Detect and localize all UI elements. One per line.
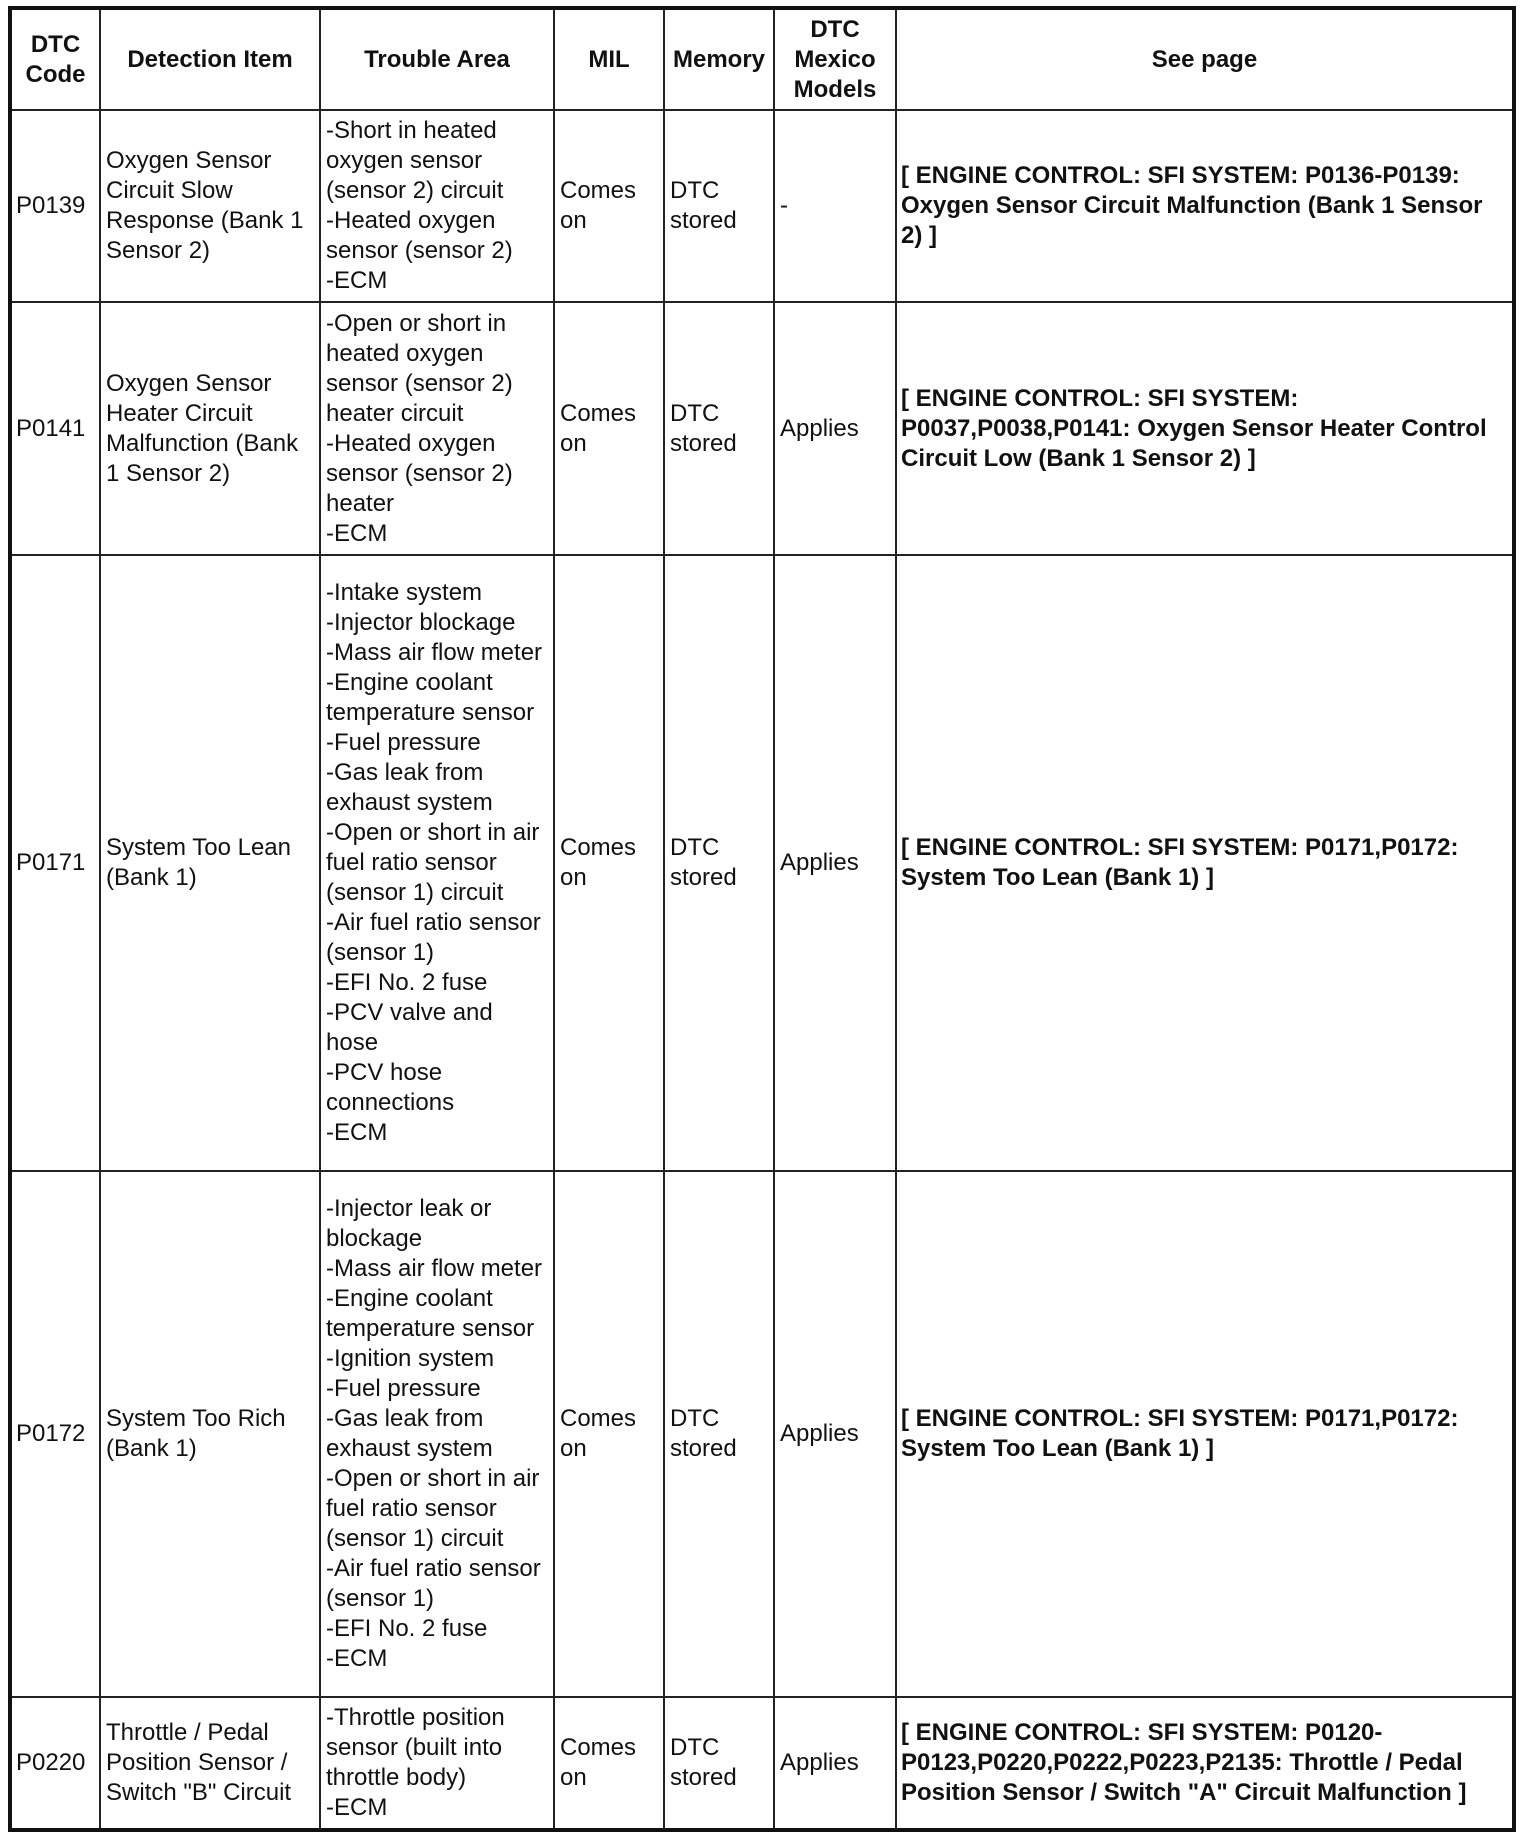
trouble-item: -Engine coolant temperature sensor [326, 669, 535, 726]
mil-status: Comes on [554, 1697, 664, 1830]
detection-item: Throttle / Pedal Position Sensor / Switch "B" Circuit [100, 1697, 320, 1830]
memory-status: DTC stored [664, 555, 774, 1171]
trouble-item: -EFI No. 2 fuse [326, 969, 488, 996]
trouble-item: -Air fuel ratio sensor (sensor 1) [326, 1555, 541, 1612]
trouble-item: -ECM [326, 1645, 388, 1672]
dtc-code: P0139 [10, 110, 100, 302]
memory-status: DTC stored [664, 302, 774, 555]
mexico-models: - [774, 110, 896, 302]
detection-item: Oxygen Sensor Heater Circuit Malfunction (Bank 1 Sensor 2) [100, 302, 320, 555]
mil-status: Comes on [554, 555, 664, 1171]
trouble-item: -Mass air flow meter [326, 639, 543, 666]
trouble-item: -Injector blockage [326, 609, 516, 636]
mexico-models: Applies [774, 1171, 896, 1697]
table-row [10, 1697, 1514, 1830]
trouble-item: -Fuel pressure [326, 729, 481, 756]
trouble-item: -ECM [326, 519, 388, 547]
trouble-area [320, 1171, 554, 1697]
memory-status: DTC stored [664, 1171, 774, 1697]
dtc-code: P0141 [10, 302, 100, 555]
header-detection-item: Detection Item [100, 8, 320, 110]
header-mexico-models: DTC Mexico Models [774, 8, 896, 110]
mexico-models: Applies [774, 555, 896, 1171]
header-trouble-area: Trouble Area [320, 8, 554, 110]
mil-status: Comes on [554, 1171, 664, 1697]
trouble-item: -Fuel pressure [326, 1375, 481, 1402]
trouble-area [320, 302, 554, 555]
see-page-link[interactable]: [ ENGINE CONTROL: SFI SYSTEM: P0171,P0172: System Too Lean (Bank 1) ] [896, 1171, 1514, 1697]
trouble-area [320, 555, 554, 1171]
trouble-item: -PCV hose connections [326, 1059, 455, 1116]
table-row [10, 1171, 1514, 1697]
see-page-link[interactable]: [ ENGINE CONTROL: SFI SYSTEM: P0120-P0123,P0220,P0222,P0223,P2135: Throttle / Pedal Position Sensor / Switch "A" Circuit Malfunction ] [896, 1697, 1514, 1830]
header-memory: Memory [664, 8, 774, 110]
trouble-item: -ECM [326, 1119, 388, 1146]
trouble-item: -EFI No. 2 fuse [326, 1615, 488, 1642]
trouble-item: -Injector leak or blockage [326, 1195, 492, 1252]
table-row [10, 302, 1514, 555]
dtc-code: P0171 [10, 555, 100, 1171]
trouble-item: -Mass air flow meter [326, 1255, 543, 1282]
memory-status: DTC stored [664, 110, 774, 302]
mexico-models: Applies [774, 302, 896, 555]
trouble-item: -Gas leak from exhaust system [326, 1405, 493, 1462]
trouble-item: -Open or short in air fuel ratio sensor (sensor 1) circuit [326, 819, 540, 906]
header-row [10, 8, 1514, 110]
table-row [10, 110, 1514, 302]
trouble-item: -Air fuel ratio sensor (sensor 1) [326, 909, 541, 966]
trouble-item: -Open or short in heated oxygen sensor (sensor 2) heater circuit [326, 309, 513, 427]
table-row [10, 555, 1514, 1171]
trouble-item: -Open or short in air fuel ratio sensor (sensor 1) circuit [326, 1465, 540, 1552]
trouble-item: -Throttle position sensor (built into throttle body) [326, 1704, 505, 1791]
detection-item: System Too Lean (Bank 1) [100, 555, 320, 1171]
trouble-area [320, 1697, 554, 1830]
trouble-item: -PCV valve and hose [326, 999, 493, 1056]
memory-status: DTC stored [664, 1697, 774, 1830]
dtc-table [8, 6, 1516, 1832]
see-page-link[interactable]: [ ENGINE CONTROL: SFI SYSTEM: P0136-P0139: Oxygen Sensor Circuit Malfunction (Bank 1 Sensor 2) ] [896, 110, 1514, 302]
trouble-item: -Heated oxygen sensor (sensor 2) heater [326, 429, 513, 517]
trouble-item: -ECM [326, 1794, 388, 1821]
mil-status: Comes on [554, 302, 664, 555]
dtc-code: P0172 [10, 1171, 100, 1697]
trouble-area [320, 110, 554, 302]
trouble-item: -Ignition system [326, 1345, 495, 1372]
dtc-code: P0220 [10, 1697, 100, 1830]
mexico-models: Applies [774, 1697, 896, 1830]
trouble-item: -Gas leak from exhaust system [326, 759, 493, 816]
detection-item: Oxygen Sensor Circuit Slow Response (Bank 1 Sensor 2) [100, 110, 320, 302]
header-see-page: See page [896, 8, 1514, 110]
header-mil: MIL [554, 8, 664, 110]
trouble-item: -Engine coolant temperature sensor [326, 1285, 535, 1342]
trouble-item: -ECM [326, 267, 388, 294]
see-page-link[interactable]: [ ENGINE CONTROL: SFI SYSTEM: P0037,P0038,P0141: Oxygen Sensor Heater Control Circuit Low (Bank 1 Sensor 2) ] [896, 302, 1514, 555]
trouble-item: -Intake system [326, 579, 483, 606]
trouble-item: -Heated oxygen sensor (sensor 2) [326, 207, 513, 264]
mil-status: Comes on [554, 110, 664, 302]
see-page-link[interactable]: [ ENGINE CONTROL: SFI SYSTEM: P0171,P0172: System Too Lean (Bank 1) ] [896, 555, 1514, 1171]
header-code: DTC Code [10, 8, 100, 110]
trouble-item: -Short in heated oxygen sensor (sensor 2) circuit [326, 117, 504, 204]
detection-item: System Too Rich (Bank 1) [100, 1171, 320, 1697]
